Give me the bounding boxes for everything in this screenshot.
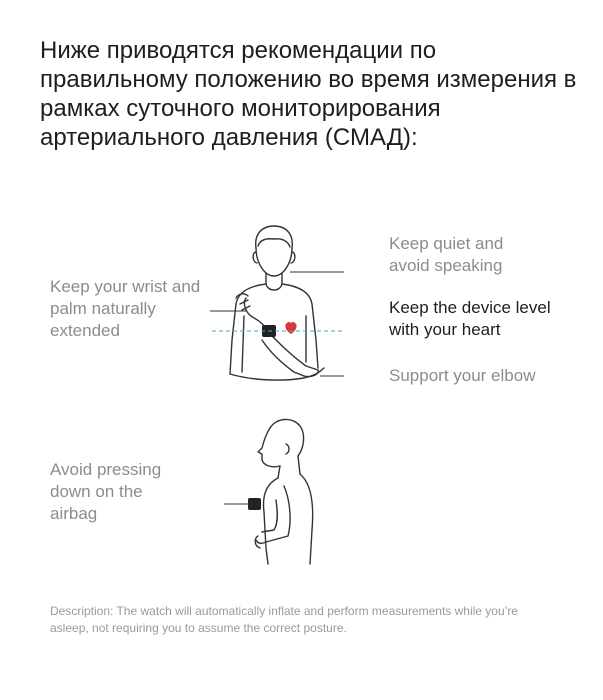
label-device-level: Keep the device level with your heart (389, 298, 551, 339)
page-title: Ниже приводятся рекомендации по правильному положению во время измерения в рамках суточного мониторирования артериального давления (СМАД): (40, 37, 577, 151)
label-support-elbow: Support your elbow (389, 366, 536, 385)
description-text: Description: The watch will automatically inflate and perform measurements while you’re asleep, not requiring you to assume the correct posture. (50, 604, 518, 635)
label-avoid-airbag: Avoid pressing down on the airbag (50, 460, 162, 523)
label-keep-quiet: Keep quiet and avoid speaking (389, 234, 504, 275)
label-wrist-palm: Keep your wrist and palm naturally extended (50, 277, 201, 340)
